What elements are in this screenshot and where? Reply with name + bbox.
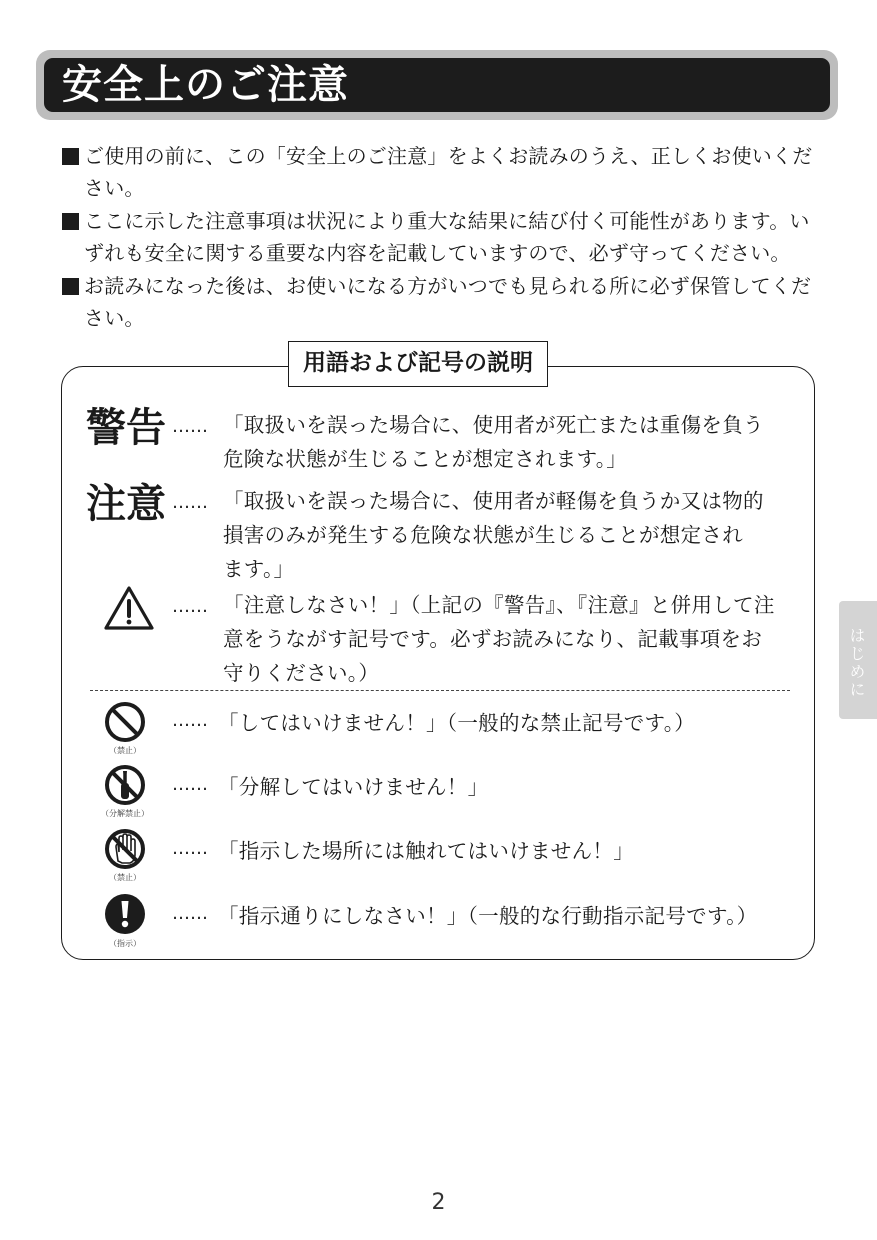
intro-item	[62, 205, 822, 269]
leader-dots: ……	[172, 596, 208, 617]
intro-list	[62, 140, 822, 335]
warning-triangle-icon	[103, 585, 155, 631]
description-line: 損害のみが発生する危険な状態が生じることが想定され	[223, 523, 743, 547]
intro-text: お読みになった後は、お使いになる方がいつでも見られる所に必ず保管してください。	[84, 274, 812, 330]
terms-header: 用語および記号の説明	[288, 341, 548, 387]
leader-dots: ……	[172, 838, 208, 859]
section-tab-label: はじめに	[847, 627, 866, 699]
description-line: 「注意しなさい！」（上記の『警告』、『注意』と併用して注	[223, 593, 775, 617]
description-line: ます。」	[223, 557, 295, 581]
leader-dots: ……	[172, 416, 208, 437]
leader-dots: ……	[172, 492, 208, 513]
caution-description	[223, 484, 798, 586]
triangle-description	[223, 588, 798, 690]
warning-label: 警告	[86, 405, 166, 451]
symbol-caption: （禁止）	[109, 746, 141, 755]
no-disassembly-icon	[103, 763, 147, 807]
caution-label: 注意	[86, 481, 166, 527]
intro-item	[62, 140, 822, 204]
symbol-description: 「分解してはいけません！」	[218, 775, 489, 799]
warning-description	[223, 408, 798, 476]
page-number: 2	[431, 1190, 446, 1215]
title-banner	[36, 50, 838, 120]
symbol-caption: （指示）	[109, 939, 141, 948]
square-bullet-icon	[62, 278, 79, 295]
description-line: 「取扱いを誤った場合に、使用者が軽傷を負うか又は物的	[223, 489, 764, 513]
symbol-description: 「指示した場所には触れてはいけません！」	[218, 839, 634, 863]
description-line: 意をうながす記号です。必ずお読みになり、記載事項をお	[223, 627, 763, 651]
title-banner-inner	[44, 58, 830, 112]
square-bullet-icon	[62, 213, 79, 230]
dashed-divider	[90, 690, 790, 691]
leader-dots: ……	[172, 710, 208, 731]
mandatory-action-icon	[103, 892, 147, 936]
intro-text: ご使用の前に、この「安全上のご注意」をよくお読みのうえ、正しくお使いください。	[84, 144, 813, 200]
description-line: 危険な状態が生じることが想定されます。」	[223, 447, 628, 471]
page-title: 安全上のご注意	[62, 62, 349, 108]
leader-dots: ……	[172, 774, 208, 795]
description-line: 守りください。）	[223, 661, 380, 685]
section-tab[interactable]	[839, 601, 877, 719]
description-line: 「取扱いを誤った場合に、使用者が死亡または重傷を負う	[223, 413, 764, 437]
symbol-description: 「指示通りにしなさい！」（一般的な行動指示記号です。）	[218, 904, 758, 928]
symbol-description: 「してはいけません！」（一般的な禁止記号です。）	[218, 711, 696, 735]
square-bullet-icon	[62, 148, 79, 165]
no-touch-icon	[103, 827, 147, 871]
intro-item	[62, 270, 822, 334]
leader-dots: ……	[172, 903, 208, 924]
intro-text: ここに示した注意事項は状況により重大な結果に結び付く可能性があります。いずれも安全に関する重要な内容を記載していますので、必ず守ってください。	[84, 209, 810, 265]
symbol-caption: （禁止）	[109, 873, 141, 882]
prohibited-icon	[103, 700, 147, 744]
symbol-caption: （分解禁止）	[101, 809, 149, 818]
